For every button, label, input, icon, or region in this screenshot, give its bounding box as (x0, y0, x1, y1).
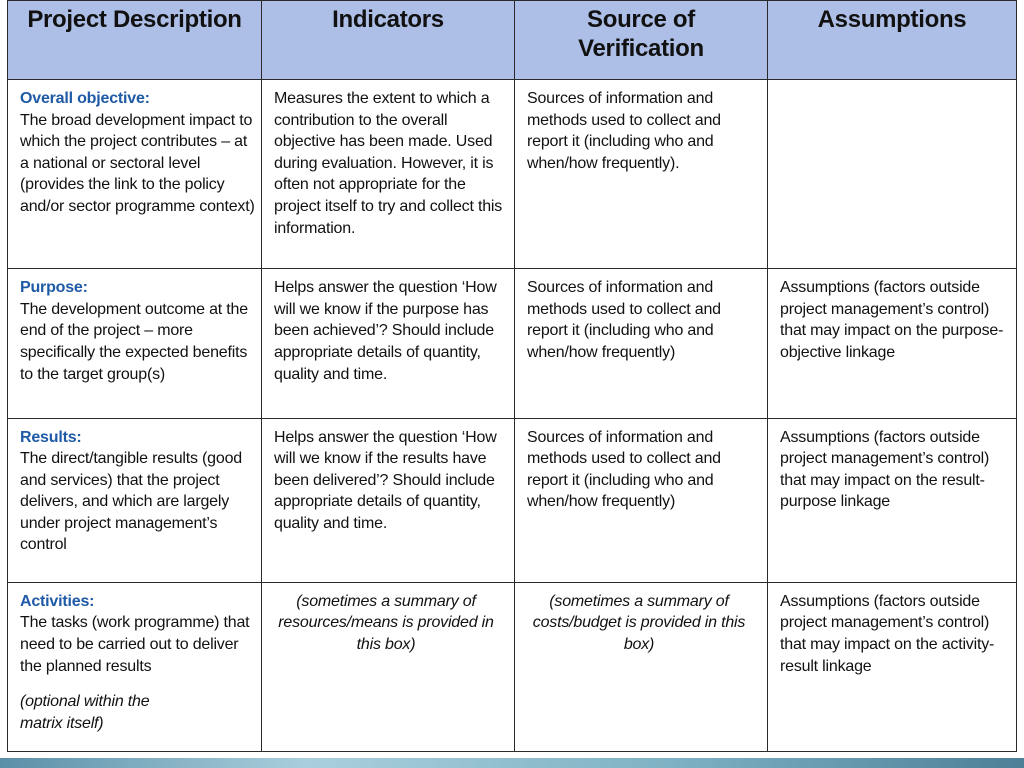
results-verification-text: Sources of information and methods used to collect and report it (including who and when/how frequently) (527, 428, 721, 511)
cell-results-verification (515, 418, 768, 582)
header-source-of-verification (515, 1, 768, 80)
cell-purpose-assumptions (768, 269, 1017, 418)
header-assumptions: Assumptions (768, 1, 1017, 80)
cell-overall-objective-description (8, 80, 262, 269)
activities-indicators-text: (sometimes a summary of resources/means is provided in this box) (278, 592, 494, 653)
cell-activities-assumptions (768, 582, 1017, 751)
purpose-verification-text: Sources of information and methods used to collect and report it (including who and when/how frequently) (527, 279, 721, 362)
purpose-description-text: The development outcome at the end of the project – more specifically the expected benefits to the target group(s) (20, 300, 248, 383)
cell-purpose-description (8, 269, 262, 418)
cell-purpose-indicators (262, 269, 515, 418)
cell-activities-indicators (262, 582, 515, 751)
overall-objective-indicators-text: Measures the extent to which a contribution to the overall objective has been made. Used during evaluation. However, it is often not appropriate for the project itself to try and collect this information. (274, 90, 503, 237)
row-label-results: Results: (20, 428, 82, 446)
logframe-matrix (7, 0, 1017, 752)
matrix-row-activities (8, 582, 1017, 751)
results-description-text: The direct/tangible results (good and services) that the project delivers, and which are largely under project management’s control (20, 450, 242, 554)
header-indicators: Indicators (262, 1, 515, 80)
results-assumptions-text: Assumptions (factors outside project management’s control) that may impact on the result-purpose linkage (780, 428, 990, 511)
matrix-row-overall-objective (8, 80, 1017, 269)
purpose-indicators-text: Helps answer the question ‘How will we know if the purpose has been achieved’? Should include appropriate details of quantity, quality and time. (274, 279, 497, 383)
cell-overall-objective-indicators (262, 80, 515, 269)
row-label-overall-objective: Overall objective: (20, 90, 150, 107)
activities-optional-note: (optional within the matrix itself) (20, 693, 150, 732)
cell-results-assumptions (768, 418, 1017, 582)
cell-results-description (8, 418, 262, 582)
overall-objective-verification-text: Sources of information and methods used to collect and report it (including who and when/how frequently). (527, 90, 721, 172)
activities-verification-text: (sometimes a summary of costs/budget is provided in this box) (532, 592, 746, 653)
matrix-row-purpose (8, 269, 1017, 418)
cell-overall-objective-verification (515, 80, 768, 269)
header-project-description: Project Description (8, 1, 262, 80)
row-label-purpose: Purpose: (20, 279, 88, 297)
activities-description-text: The tasks (work programme) that need to be carried out to deliver the planned results (20, 614, 250, 675)
cell-results-indicators (262, 418, 515, 582)
cell-purpose-verification (515, 269, 768, 418)
purpose-assumptions-text: Assumptions (factors outside project management’s control) that may impact on the purpose-objective linkage (780, 279, 1004, 362)
cell-overall-objective-assumptions (768, 80, 1017, 269)
cell-activities-verification (515, 582, 768, 751)
results-indicators-text: Helps answer the question ‘How will we know if the results have been delivered’? Should include appropriate details of quantity, quality and time. (274, 428, 497, 532)
slide-footer-band (0, 758, 1024, 768)
row-label-activities: Activities: (20, 592, 95, 610)
matrix-row-results (8, 418, 1017, 582)
overall-objective-description-text: The broad development impact to which the project contributes – at a national or sectoral level (provides the link to the policy and/or sector programme context) (20, 111, 255, 215)
activities-assumptions-text: Assumptions (factors outside project management’s control) that may impact on the activity-result linkage (780, 592, 995, 675)
cell-activities-description (8, 582, 262, 751)
header-source-of-verification-text: Source of Verification (578, 6, 704, 62)
header-row (8, 1, 1017, 80)
